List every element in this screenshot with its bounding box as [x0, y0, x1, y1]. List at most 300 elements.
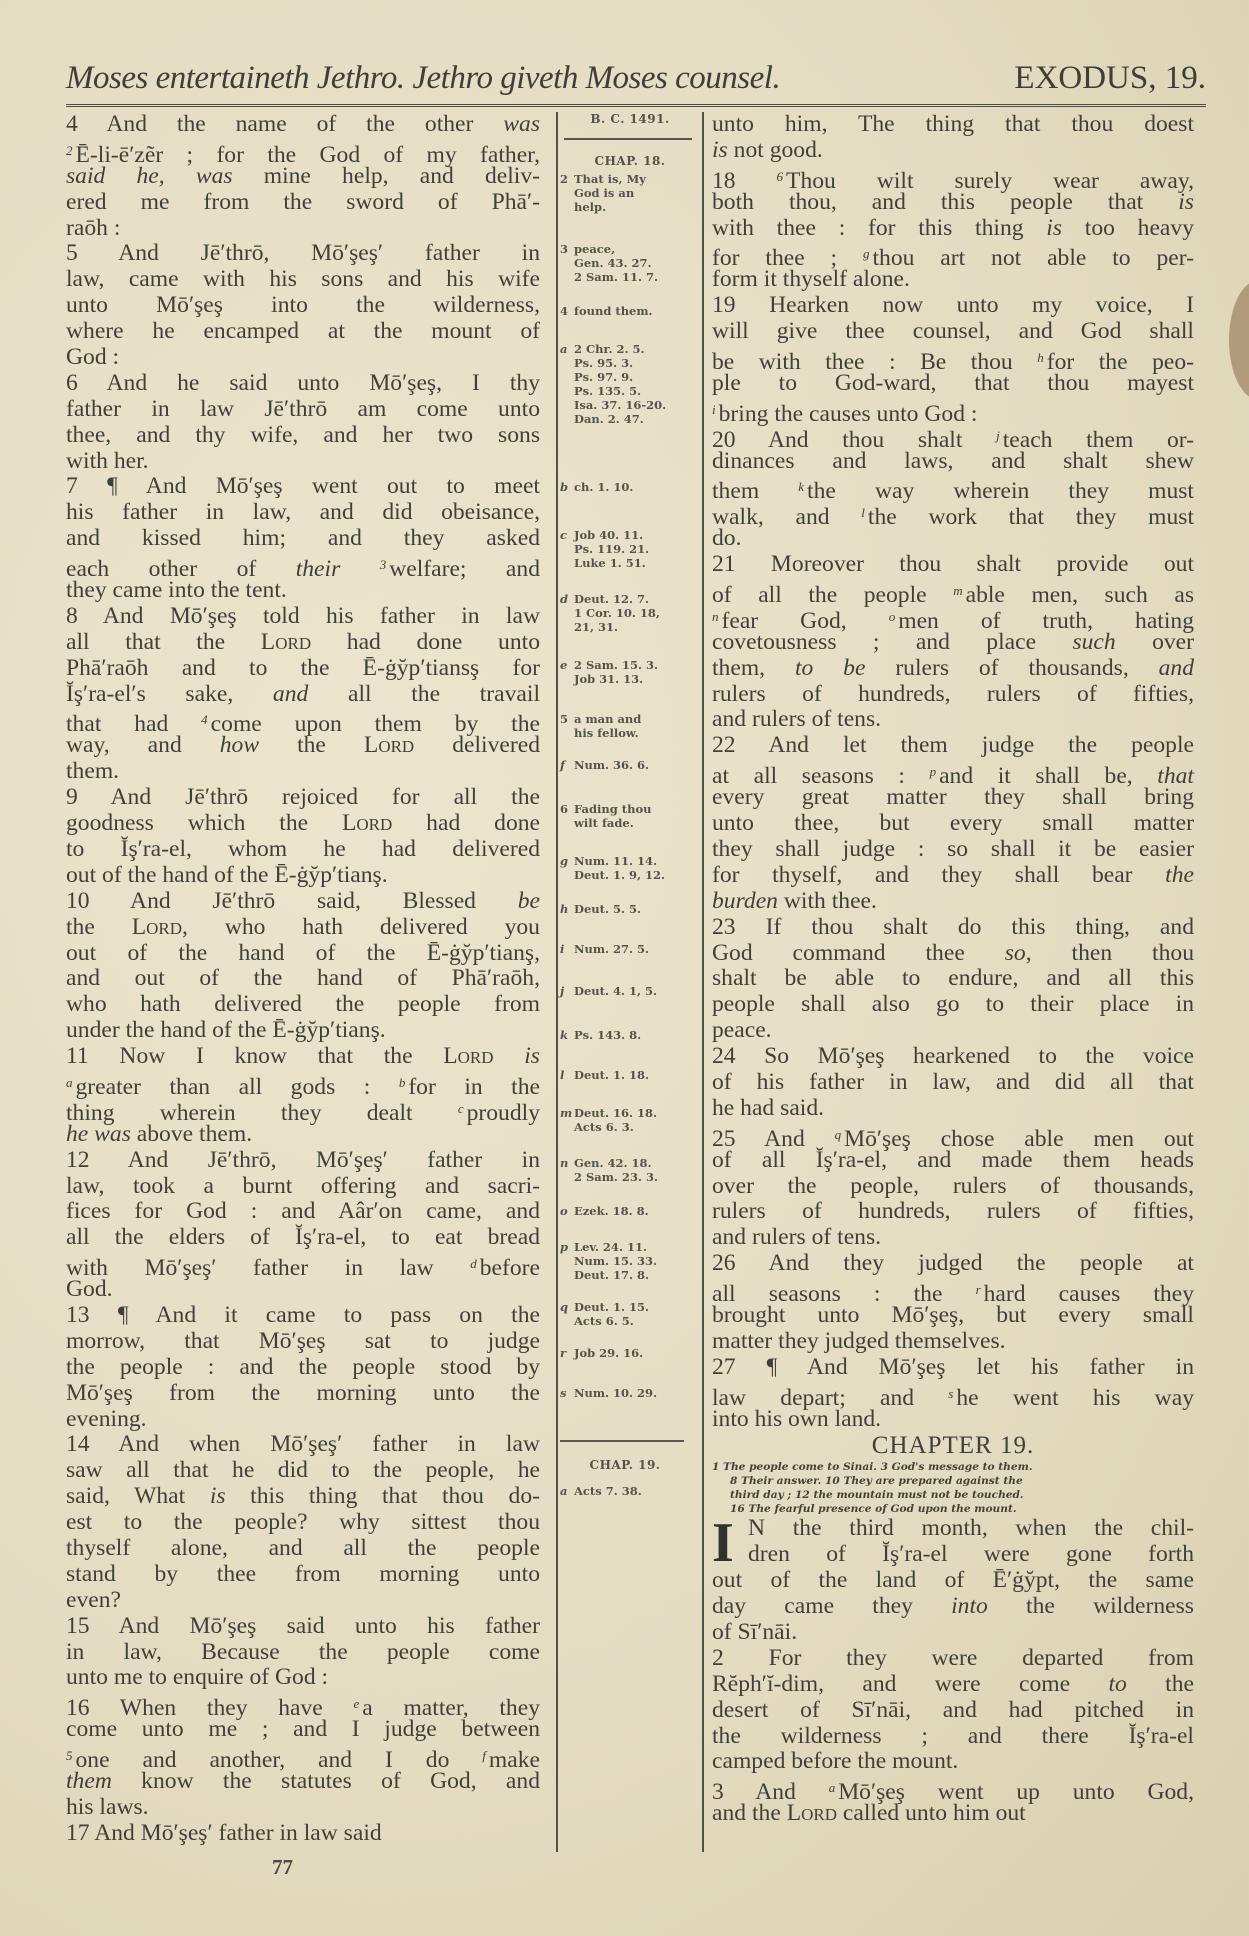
- reference-entry: [560, 802, 698, 830]
- text-line: [66, 759, 540, 785]
- reference-key: k: [560, 1028, 568, 1042]
- reference-entry: [560, 592, 698, 634]
- text-line: [66, 1355, 540, 1381]
- reference-key: 3: [560, 242, 569, 256]
- text-run: the people : and the people stood by: [66, 1353, 540, 1380]
- text-run: able men, such as: [965, 582, 1194, 609]
- text-line: [66, 1018, 540, 1044]
- reference-text: Deut. 12. 7.: [574, 592, 649, 606]
- page-number: 77: [272, 1855, 293, 1879]
- text-run: Mō′şeş from the morning unto the: [66, 1379, 540, 1406]
- text-line: [66, 1691, 540, 1722]
- reference-entry: [560, 712, 698, 740]
- column-divider-right: [702, 112, 704, 1852]
- reference-text: Acts 7. 38.: [574, 1484, 642, 1498]
- reference-entry: [560, 528, 698, 570]
- text-line: [712, 707, 1194, 733]
- text-run: his laws.: [66, 1793, 149, 1820]
- text-run: of all Ĭş′ra-el, and made them heads: [712, 1146, 1194, 1173]
- text-line: [66, 837, 540, 863]
- text-line: [712, 682, 1194, 708]
- text-line: [712, 474, 1194, 505]
- text-line: [66, 682, 540, 708]
- text-run: 14 And when Mō′şeş′ father in law: [66, 1431, 540, 1458]
- text-line: [712, 837, 1194, 863]
- text-line: [66, 112, 540, 138]
- reference-entry: [560, 1484, 698, 1498]
- footnote-marker: r: [975, 1282, 981, 1298]
- text-run: and out of the hand of Phā′raōh,: [66, 965, 540, 992]
- footnote-marker: o: [888, 608, 896, 624]
- text-line: [66, 345, 540, 371]
- text-run: 11 Now I know that the: [66, 1043, 444, 1070]
- text-line: [66, 1432, 540, 1458]
- text-run: greater than all gods :: [75, 1073, 399, 1100]
- text-line: [66, 1458, 540, 1484]
- text-run: at all seasons :: [712, 763, 930, 790]
- reference-key: b: [560, 480, 569, 494]
- footnote-marker: k: [798, 479, 805, 495]
- text-run: [340, 556, 379, 582]
- reference-text: Lev. 24. 11.: [574, 1240, 647, 1254]
- text-line: [66, 1614, 540, 1640]
- reference-entry: [560, 758, 698, 772]
- text-run: thyself alone, and all the people: [66, 1534, 540, 1561]
- text-run: 26 And they judged the people at: [712, 1250, 1194, 1277]
- drop-cap: I: [712, 1512, 734, 1575]
- text-run: with thee.: [777, 887, 877, 914]
- text-line: [712, 216, 1194, 242]
- footnote-marker: 3: [379, 557, 387, 573]
- reference-text: a man and: [574, 712, 642, 726]
- text-line: [712, 915, 1194, 941]
- reference-key: g: [560, 854, 569, 868]
- text-run: delivered: [414, 732, 540, 759]
- text-run: and rulers of tens.: [712, 706, 882, 733]
- reference-entry: [560, 1300, 698, 1328]
- text-line: [66, 190, 540, 216]
- reference-key: h: [560, 902, 569, 916]
- text-run: out of the hand of the Ē-ġy̆p′tianş,: [66, 939, 540, 966]
- text-line: [66, 216, 540, 242]
- text-run: dinances and laws, and shalt shew: [712, 447, 1194, 474]
- text-line: [712, 449, 1194, 475]
- text-line: [66, 992, 540, 1018]
- text-line: [712, 1568, 1194, 1594]
- text-line: [66, 915, 540, 941]
- text-line: [66, 863, 540, 889]
- reference-text: ch. 1. 10.: [574, 480, 634, 494]
- reference-text: Dan. 2. 47.: [574, 412, 644, 426]
- text-line: [712, 1355, 1194, 1381]
- text-line: [712, 1251, 1194, 1277]
- text-run: burden: [712, 887, 778, 914]
- text-run: them.: [66, 758, 120, 785]
- text-run: 15 And Mō′şeş said unto his father: [66, 1612, 540, 1639]
- text-line: [66, 1303, 540, 1329]
- text-line: [66, 1562, 540, 1588]
- reference-text: Fading thou: [574, 802, 652, 816]
- text-run: their: [295, 556, 341, 583]
- text-run: , then thou: [1025, 939, 1194, 966]
- text-run: who hath delivered the people from: [66, 991, 540, 1018]
- running-head: [66, 58, 1206, 107]
- reference-text: Deut. 1. 15.: [574, 1300, 649, 1314]
- text-line: [712, 190, 1194, 216]
- text-line: [712, 733, 1194, 759]
- cross-reference-column: [560, 112, 700, 1498]
- text-line: [712, 1724, 1194, 1750]
- text-line: [712, 241, 1194, 272]
- text-run: he was: [66, 1120, 131, 1147]
- footnote-marker: a: [828, 1780, 836, 1796]
- text-run: walk, and: [712, 504, 862, 531]
- text-run: both thou, and this people that: [712, 188, 1179, 215]
- text-run: teach them or-: [1002, 426, 1195, 453]
- text-run: and: [1158, 654, 1194, 681]
- text-line: [66, 1665, 540, 1691]
- footnote-marker: c: [457, 1100, 464, 1116]
- text-run: with thee : for this thing: [712, 214, 1047, 241]
- text-run: saw all that he did to the people, he: [66, 1457, 540, 1484]
- reference-text: Gen. 43. 27.: [574, 256, 652, 270]
- text-line: [66, 474, 540, 500]
- text-run: 2 For they were departed from: [712, 1644, 1194, 1671]
- running-head-book-chapter: EXODUS, 19.: [1014, 60, 1206, 96]
- text-line: [712, 1303, 1194, 1329]
- small-caps-word: Lord: [341, 810, 393, 837]
- text-run: know the statutes of God, and: [111, 1768, 540, 1794]
- text-run: them,: [712, 654, 795, 681]
- reference-entry: [560, 1028, 698, 1042]
- reference-text: Deut. 16. 18.: [574, 1106, 657, 1120]
- text-run: 6 And he said unto Mō′şeş, I thy: [66, 369, 540, 396]
- text-run: Phā′raōh and to the Ē-ġy̆p′tiansş for: [66, 654, 540, 681]
- text-run: 18: [712, 167, 777, 194]
- text-line: [66, 164, 540, 190]
- text-run: Mō′şeş chose able men out: [844, 1125, 1194, 1152]
- text-line: [66, 1536, 540, 1562]
- reference-key: s: [560, 1386, 567, 1400]
- text-line: [66, 1381, 540, 1407]
- text-run: fear God,: [721, 607, 889, 634]
- footnote-marker: h: [1037, 350, 1044, 366]
- text-run: even?: [66, 1586, 122, 1613]
- reference-key: m: [560, 1106, 573, 1120]
- chapter-summary-line: 8 Their answer. 10 They are prepared against the: [730, 1475, 1023, 1488]
- text-run: the work that they must: [867, 504, 1195, 531]
- text-line: [712, 759, 1194, 790]
- text-line: [712, 371, 1194, 397]
- text-run: law, took a burnt offering and sacri-: [66, 1172, 540, 1199]
- reference-text: Gen. 42. 18.: [574, 1156, 652, 1170]
- text-run: 22 And let them judge the people: [712, 732, 1194, 759]
- text-line: [66, 293, 540, 319]
- reference-entry: [560, 1106, 698, 1134]
- text-run: of his father in law, and did all that: [712, 1068, 1194, 1095]
- text-run: Ē-li-ē′zẽr ; for the God of my father,: [75, 141, 540, 168]
- text-line: [712, 1672, 1194, 1698]
- text-run: 21 Moreover thou shalt provide out: [712, 551, 1194, 578]
- text-run: out of the land of Ē′ġy̆pt, the same: [712, 1567, 1194, 1594]
- reference-text: Ps. 143. 8.: [574, 1028, 642, 1042]
- text-run: over: [1115, 628, 1194, 655]
- text-run: 17 And Mō′şeş′ father in law said: [66, 1819, 382, 1846]
- reference-entry: [560, 854, 698, 882]
- text-run: the: [259, 732, 364, 759]
- reference-entry: [560, 1240, 698, 1282]
- text-line: [712, 164, 1194, 194]
- text-run: matter they judged themselves.: [712, 1327, 1006, 1354]
- page-edge-shadow: [1229, 280, 1249, 400]
- text-run: and the: [712, 1800, 787, 1827]
- reference-key: 4: [560, 304, 569, 318]
- text-line: [66, 397, 540, 423]
- reference-text: help.: [574, 200, 607, 214]
- chapter-18-label: CHAP. 18.: [594, 154, 666, 168]
- text-run: covetousness ; and place: [712, 628, 1073, 655]
- text-line: [712, 578, 1194, 609]
- text-run: unto me to enquire of God :: [66, 1664, 329, 1691]
- text-run: Ĭş′ra-el′s sake,: [66, 680, 273, 707]
- text-run: all the travail: [308, 680, 540, 707]
- text-line: [66, 1096, 540, 1126]
- text-run: thou art not able to per-: [872, 245, 1194, 272]
- footnote-marker: 2: [66, 142, 73, 158]
- text-line: [712, 1174, 1194, 1200]
- text-run: the wilderness ; and there Ĭş′ra-el: [712, 1722, 1194, 1749]
- text-run: 19 Hearken now unto my voice, I: [712, 292, 1194, 319]
- text-line: [66, 552, 540, 583]
- reference-text: Deut. 5. 5.: [574, 902, 641, 916]
- text-run: desert of Sī′nāi, and had pitched in: [712, 1696, 1194, 1723]
- text-run: ple to God-ward, that thou mayest: [712, 369, 1194, 396]
- text-run: 3 And: [712, 1779, 829, 1806]
- reference-text: 2 Sam. 11. 7.: [574, 270, 658, 284]
- date-label: B. C. 1491.: [590, 112, 670, 126]
- text-line: [712, 1646, 1194, 1672]
- text-run: unto thee, but every small matter: [712, 810, 1194, 837]
- chapter-summary: [712, 1460, 1194, 1516]
- text-line: [712, 397, 1194, 427]
- text-run: thing wherein they dealt: [66, 1099, 458, 1126]
- reference-entry: [560, 242, 698, 284]
- text-line: [66, 1795, 540, 1821]
- reference-text: Acts 6. 3.: [574, 1120, 634, 1134]
- text-run: that had: [66, 711, 202, 738]
- text-run: and rulers of tens.: [712, 1224, 882, 1251]
- text-line: [712, 1698, 1194, 1724]
- text-run: 12 And Jē′thrō, Mō′şeş′ father in: [66, 1146, 540, 1173]
- text-line: [66, 1743, 540, 1774]
- text-run: proudly: [466, 1099, 540, 1126]
- text-run: before: [479, 1255, 540, 1282]
- text-run: 25 And: [712, 1125, 835, 1152]
- reference-key: r: [560, 1346, 567, 1360]
- text-run: 7 ¶ And Mō′şeş went out to meet: [66, 473, 540, 500]
- text-run: into his own land.: [712, 1405, 882, 1432]
- text-line: [66, 138, 540, 168]
- footnote-marker: n: [712, 608, 719, 624]
- text-line: [66, 1070, 540, 1100]
- text-line: [66, 1407, 540, 1433]
- reference-entry: [560, 172, 698, 214]
- reference-entry: [560, 480, 698, 494]
- reference-text: Deut. 1. 9, 12.: [574, 868, 665, 882]
- running-head-summary: Moses entertaineth Jethro. Jethro giveth Moses counsel.: [66, 60, 781, 96]
- text-line: [66, 707, 540, 738]
- text-line: [66, 1510, 540, 1536]
- column-divider-left: [556, 112, 558, 1852]
- text-run: they shall judge : so shall it be easier: [712, 835, 1194, 862]
- text-line: [66, 733, 540, 759]
- text-line: [712, 1749, 1194, 1775]
- reference-entry: [560, 1068, 698, 1082]
- small-caps-word: Lord: [363, 732, 415, 759]
- reference-entry: [560, 1346, 698, 1360]
- small-caps-word: Lord: [443, 1043, 494, 1070]
- text-line: [66, 1640, 540, 1666]
- text-line: [66, 371, 540, 397]
- text-line: [66, 1484, 540, 1510]
- reference-text: Ps. 119. 21.: [574, 542, 650, 556]
- footnote-marker: 5: [66, 1748, 73, 1764]
- reference-text: 1 Cor. 10. 18,: [574, 606, 660, 620]
- text-line: [712, 811, 1194, 837]
- text-run: 4 And the name of the other: [66, 111, 504, 137]
- text-run: in law, Because the people come: [66, 1638, 540, 1665]
- text-run: be: [517, 887, 540, 914]
- reference-text: Ps. 97. 9.: [574, 370, 634, 384]
- text-run: 23 If thou shalt do this thing, and: [712, 913, 1194, 940]
- reference-text: 2 Chr. 2. 5.: [574, 342, 645, 356]
- reference-text: 21, 31.: [574, 620, 619, 634]
- chapter-summary-line: 16 The fearful presence of God upon the mount.: [730, 1503, 1017, 1516]
- footnote-marker: i: [712, 401, 716, 417]
- text-run: 13 ¶ And it came to pass on the: [66, 1301, 540, 1328]
- text-line: [712, 1225, 1194, 1251]
- reference-divider: [564, 138, 692, 140]
- text-line: [66, 1225, 540, 1251]
- reference-key: a: [560, 342, 568, 356]
- text-run: all that the: [66, 628, 261, 655]
- text-line: [712, 112, 1194, 138]
- text-run: is: [1046, 214, 1063, 241]
- text-run: peace.: [712, 1017, 772, 1044]
- text-line: [712, 1775, 1194, 1806]
- text-run: he went his way: [956, 1384, 1194, 1411]
- text-run: law depart; and: [712, 1384, 949, 1411]
- reference-text: Acts 6. 5.: [574, 1314, 634, 1328]
- reference-text: wilt fade.: [574, 816, 634, 830]
- text-run: his father in law, and did obeisance,: [66, 499, 540, 526]
- text-line: [712, 1122, 1194, 1152]
- reference-entry: [560, 902, 698, 916]
- text-line: [712, 1516, 1194, 1542]
- text-run: for in the: [408, 1073, 540, 1100]
- text-run: come upon them by the: [210, 711, 540, 738]
- text-line: [712, 863, 1194, 889]
- text-run: the: [66, 913, 132, 940]
- reference-key: n: [560, 1156, 569, 1170]
- text-run: God :: [66, 344, 120, 371]
- text-run: do.: [712, 525, 742, 552]
- text-run: to: [1108, 1670, 1127, 1697]
- reference-text: found them.: [574, 304, 653, 318]
- text-run: unto him, The thing that thou doest: [712, 111, 1194, 137]
- text-run: fices for God : and Aâr′on came, and: [66, 1198, 540, 1225]
- reference-text: That is, My: [574, 172, 646, 186]
- text-run: them: [66, 1768, 112, 1794]
- text-line: [66, 500, 540, 526]
- reference-key: f: [560, 758, 565, 772]
- text-run: them: [712, 478, 799, 505]
- footnote-marker: g: [862, 246, 870, 262]
- text-run: for the peo-: [1046, 349, 1194, 376]
- text-run: men of truth, hating: [898, 607, 1194, 634]
- reference-entry: [560, 1386, 698, 1400]
- text-run: where he encamped at the mount of: [66, 318, 540, 345]
- reference-text: Job 29. 16.: [574, 1346, 644, 1360]
- text-line: [712, 1277, 1195, 1308]
- text-line: [712, 1044, 1194, 1070]
- text-run: evening.: [66, 1405, 147, 1432]
- reference-key: 2: [560, 172, 569, 186]
- text-run: said he, was: [66, 162, 233, 189]
- footnote-marker: 4: [201, 712, 208, 728]
- text-run: way, and: [66, 732, 220, 759]
- text-line: [66, 1588, 540, 1614]
- text-run: dren of Ĭş′ra-el were gone forth: [748, 1541, 1194, 1568]
- text-line: [66, 604, 540, 630]
- text-run: come unto me ; and I judge between: [66, 1716, 540, 1743]
- reference-entry: [560, 942, 698, 956]
- footnote-marker: m: [953, 583, 963, 599]
- text-line: [66, 1821, 540, 1847]
- text-line: [66, 1717, 540, 1743]
- text-line: [712, 345, 1194, 376]
- footnote-marker: a: [66, 1074, 73, 1090]
- text-line: [66, 1044, 540, 1070]
- reference-entry: [560, 658, 698, 686]
- text-run: not good.: [727, 136, 823, 163]
- reference-text: Luke 1. 51.: [574, 556, 646, 570]
- reference-key: l: [560, 1068, 565, 1082]
- text-run: mine help, and deliv-: [232, 162, 540, 189]
- text-run: called unto him out: [837, 1800, 1026, 1827]
- text-line: [712, 1381, 1194, 1411]
- small-caps-word: Lord: [260, 628, 312, 655]
- text-run: they came into the tent.: [66, 577, 287, 604]
- footnote-marker: e: [353, 1696, 360, 1712]
- reference-text: Num. 10. 29.: [574, 1386, 658, 1400]
- text-line: [712, 941, 1194, 967]
- text-line: [66, 423, 540, 449]
- reference-text: Deut. 1. 18.: [574, 1068, 649, 1082]
- text-line: [712, 630, 1194, 656]
- text-run: unto Mō′şeş into the wilderness,: [66, 292, 540, 319]
- text-run: had done unto: [311, 628, 540, 655]
- reference-text: Ps. 95. 3.: [574, 356, 634, 370]
- text-run: 24 So Mō′şeş hearkened to the voice: [712, 1043, 1194, 1070]
- text-run: had done: [392, 810, 541, 837]
- text-line: [712, 319, 1194, 345]
- text-run: he had said.: [712, 1094, 825, 1121]
- text-line: [66, 785, 540, 811]
- text-run: that: [1157, 763, 1194, 790]
- footnote-marker: 6: [776, 168, 784, 184]
- text-line: [66, 1251, 540, 1282]
